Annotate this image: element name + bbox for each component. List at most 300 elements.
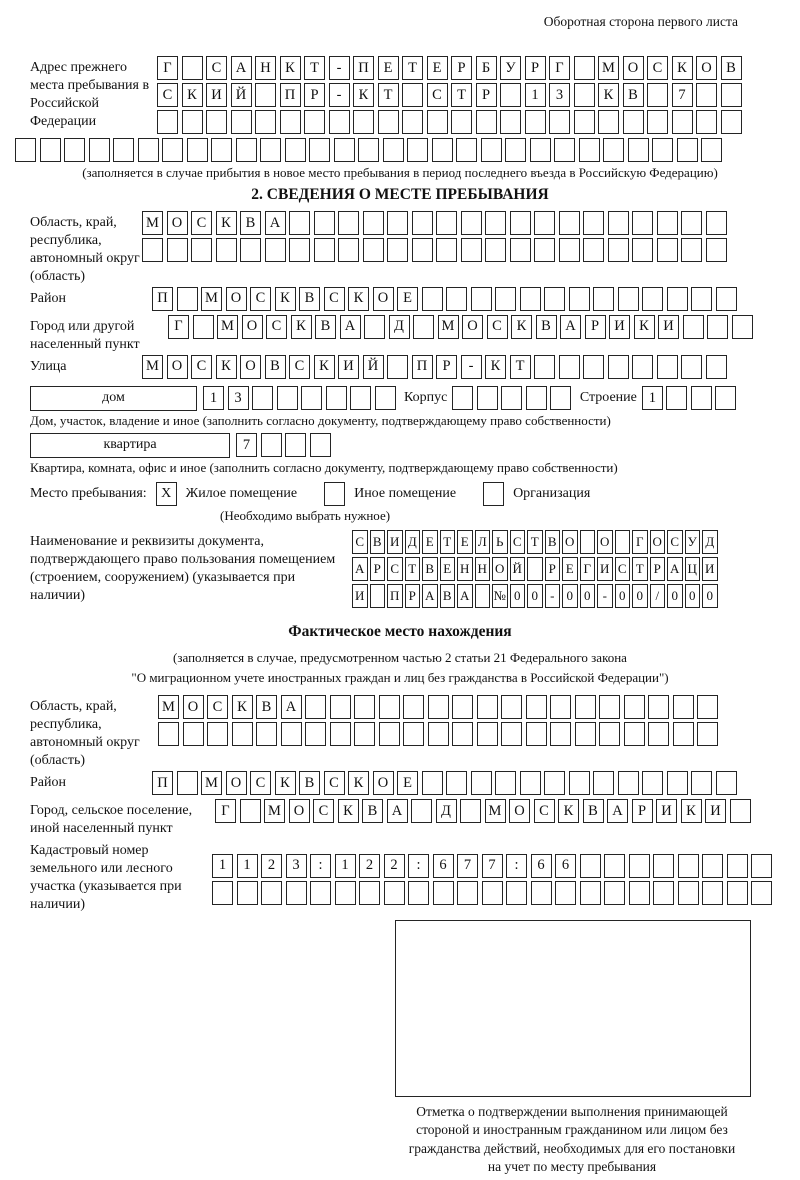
char-cell[interactable]: 7: [457, 854, 478, 878]
char-cell[interactable]: И: [387, 530, 403, 554]
char-cell[interactable]: [40, 138, 61, 162]
char-cell[interactable]: [697, 695, 718, 719]
char-cell[interactable]: О: [289, 799, 310, 823]
char-cell[interactable]: [691, 386, 712, 410]
char-cell[interactable]: [379, 695, 400, 719]
char-cell[interactable]: Д: [405, 530, 421, 554]
char-cell[interactable]: О: [226, 287, 247, 311]
char-cell[interactable]: [354, 722, 375, 746]
char-cell[interactable]: [666, 386, 687, 410]
char-cell[interactable]: 0: [580, 584, 596, 608]
char-cell[interactable]: [427, 110, 448, 134]
char-cell[interactable]: [354, 695, 375, 719]
char-cell[interactable]: Р: [370, 557, 386, 581]
char-cell[interactable]: [338, 211, 359, 235]
char-cell[interactable]: [335, 881, 356, 905]
char-cell[interactable]: И: [206, 83, 227, 107]
char-cell[interactable]: [525, 110, 546, 134]
char-cell[interactable]: Е: [427, 56, 448, 80]
char-cell[interactable]: 0: [510, 584, 526, 608]
char-cell[interactable]: [375, 386, 396, 410]
char-cell[interactable]: В: [315, 315, 336, 339]
char-cell[interactable]: В: [545, 530, 561, 554]
char-cell[interactable]: [334, 138, 355, 162]
char-cell[interactable]: [716, 771, 737, 795]
char-cell[interactable]: Й: [363, 355, 384, 379]
char-cell[interactable]: [648, 722, 669, 746]
char-cell[interactable]: В: [623, 83, 644, 107]
char-cell[interactable]: М: [201, 771, 222, 795]
char-cell[interactable]: [485, 238, 506, 262]
char-cell[interactable]: [207, 722, 228, 746]
char-cell[interactable]: В: [422, 557, 438, 581]
char-cell[interactable]: [89, 138, 110, 162]
char-cell[interactable]: [681, 238, 702, 262]
char-cell[interactable]: О: [167, 211, 188, 235]
char-cell[interactable]: [624, 722, 645, 746]
char-cell[interactable]: [182, 110, 203, 134]
char-cell[interactable]: Н: [457, 557, 473, 581]
char-cell[interactable]: [526, 722, 547, 746]
char-cell[interactable]: -: [597, 584, 613, 608]
char-cell[interactable]: [456, 138, 477, 162]
char-cell[interactable]: [580, 530, 596, 554]
char-cell[interactable]: Т: [405, 557, 421, 581]
char-cell[interactable]: [211, 138, 232, 162]
char-cell[interactable]: С: [206, 56, 227, 80]
char-cell[interactable]: [260, 138, 281, 162]
char-cell[interactable]: 6: [555, 854, 576, 878]
char-cell[interactable]: П: [152, 287, 173, 311]
char-cell[interactable]: [422, 771, 443, 795]
char-cell[interactable]: Е: [378, 56, 399, 80]
char-cell[interactable]: -: [461, 355, 482, 379]
char-cell[interactable]: [550, 695, 571, 719]
char-cell[interactable]: [485, 211, 506, 235]
char-cell[interactable]: [681, 211, 702, 235]
char-cell[interactable]: 7: [482, 854, 503, 878]
char-cell[interactable]: К: [598, 83, 619, 107]
char-cell[interactable]: [167, 238, 188, 262]
char-cell[interactable]: [544, 287, 565, 311]
char-cell[interactable]: [642, 771, 663, 795]
char-cell[interactable]: И: [705, 799, 726, 823]
char-cell[interactable]: [446, 287, 467, 311]
char-cell[interactable]: [452, 695, 473, 719]
char-cell[interactable]: [477, 386, 498, 410]
char-cell[interactable]: О: [242, 315, 263, 339]
char-cell[interactable]: [657, 211, 678, 235]
char-cell[interactable]: 6: [433, 854, 454, 878]
char-cell[interactable]: [657, 238, 678, 262]
char-cell[interactable]: В: [240, 211, 261, 235]
char-cell[interactable]: :: [408, 854, 429, 878]
char-cell[interactable]: [520, 771, 541, 795]
char-cell[interactable]: Г: [157, 56, 178, 80]
char-cell[interactable]: [457, 881, 478, 905]
char-cell[interactable]: [599, 722, 620, 746]
char-cell[interactable]: [628, 138, 649, 162]
char-cell[interactable]: А: [422, 584, 438, 608]
char-cell[interactable]: О: [509, 799, 530, 823]
char-cell[interactable]: А: [560, 315, 581, 339]
char-cell[interactable]: В: [440, 584, 456, 608]
char-cell[interactable]: [310, 881, 331, 905]
char-cell[interactable]: С: [427, 83, 448, 107]
char-cell[interactable]: [580, 854, 601, 878]
char-cell[interactable]: О: [562, 530, 578, 554]
char-cell[interactable]: Т: [304, 56, 325, 80]
char-cell[interactable]: [706, 238, 727, 262]
char-cell[interactable]: [505, 138, 526, 162]
char-cell[interactable]: [277, 386, 298, 410]
char-cell[interactable]: Р: [632, 799, 653, 823]
char-cell[interactable]: :: [310, 854, 331, 878]
char-cell[interactable]: Т: [440, 530, 456, 554]
char-cell[interactable]: [428, 722, 449, 746]
char-cell[interactable]: К: [485, 355, 506, 379]
char-cell[interactable]: [575, 695, 596, 719]
char-cell[interactable]: [555, 881, 576, 905]
char-cell[interactable]: Б: [476, 56, 497, 80]
char-cell[interactable]: Й: [510, 557, 526, 581]
char-cell[interactable]: [460, 799, 481, 823]
char-cell[interactable]: [559, 238, 580, 262]
char-cell[interactable]: [691, 287, 712, 311]
char-cell[interactable]: [652, 138, 673, 162]
char-cell[interactable]: [727, 881, 748, 905]
char-cell[interactable]: [623, 110, 644, 134]
char-cell[interactable]: [422, 287, 443, 311]
char-cell[interactable]: О: [597, 530, 613, 554]
char-cell[interactable]: О: [623, 56, 644, 80]
stay-option-checkbox-org[interactable]: [483, 482, 504, 506]
char-cell[interactable]: [574, 110, 595, 134]
char-cell[interactable]: И: [597, 557, 613, 581]
char-cell[interactable]: [183, 722, 204, 746]
char-cell[interactable]: И: [702, 557, 718, 581]
char-cell[interactable]: [402, 110, 423, 134]
char-cell[interactable]: -: [545, 584, 561, 608]
char-cell[interactable]: А: [281, 695, 302, 719]
char-cell[interactable]: Н: [255, 56, 276, 80]
char-cell[interactable]: [721, 110, 742, 134]
char-cell[interactable]: [559, 211, 580, 235]
char-cell[interactable]: М: [142, 211, 163, 235]
char-cell[interactable]: Р: [525, 56, 546, 80]
char-cell[interactable]: [642, 287, 663, 311]
char-cell[interactable]: В: [583, 799, 604, 823]
char-cell[interactable]: [412, 211, 433, 235]
char-cell[interactable]: А: [607, 799, 628, 823]
char-cell[interactable]: А: [231, 56, 252, 80]
char-cell[interactable]: Д: [436, 799, 457, 823]
char-cell[interactable]: [550, 386, 571, 410]
char-cell[interactable]: [413, 315, 434, 339]
char-cell[interactable]: /: [650, 584, 666, 608]
char-cell[interactable]: [580, 881, 601, 905]
char-cell[interactable]: [432, 138, 453, 162]
char-cell[interactable]: 2: [359, 854, 380, 878]
char-cell[interactable]: [574, 56, 595, 80]
char-cell[interactable]: Ь: [492, 530, 508, 554]
char-cell[interactable]: И: [656, 799, 677, 823]
char-cell[interactable]: [138, 138, 159, 162]
char-cell[interactable]: [629, 881, 650, 905]
char-cell[interactable]: [403, 722, 424, 746]
char-cell[interactable]: [608, 355, 629, 379]
char-cell[interactable]: [402, 83, 423, 107]
char-cell[interactable]: С: [615, 557, 631, 581]
char-cell[interactable]: [673, 695, 694, 719]
char-cell[interactable]: О: [462, 315, 483, 339]
char-cell[interactable]: [618, 287, 639, 311]
char-cell[interactable]: Г: [580, 557, 596, 581]
char-cell[interactable]: П: [412, 355, 433, 379]
char-cell[interactable]: [477, 695, 498, 719]
char-cell[interactable]: [593, 771, 614, 795]
char-cell[interactable]: 6: [531, 854, 552, 878]
char-cell[interactable]: М: [201, 287, 222, 311]
char-cell[interactable]: Е: [457, 530, 473, 554]
char-cell[interactable]: [691, 771, 712, 795]
char-cell[interactable]: Т: [632, 557, 648, 581]
char-cell[interactable]: 2: [261, 854, 282, 878]
char-cell[interactable]: [15, 138, 36, 162]
char-cell[interactable]: [559, 355, 580, 379]
char-cell[interactable]: [177, 771, 198, 795]
char-cell[interactable]: [510, 238, 531, 262]
char-cell[interactable]: [632, 355, 653, 379]
char-cell[interactable]: [350, 386, 371, 410]
char-cell[interactable]: [436, 238, 457, 262]
char-cell[interactable]: П: [152, 771, 173, 795]
char-cell[interactable]: Р: [585, 315, 606, 339]
char-cell[interactable]: [677, 138, 698, 162]
char-cell[interactable]: Т: [527, 530, 543, 554]
char-cell[interactable]: [387, 355, 408, 379]
char-cell[interactable]: [575, 722, 596, 746]
char-cell[interactable]: К: [216, 355, 237, 379]
char-cell[interactable]: [599, 695, 620, 719]
char-cell[interactable]: [252, 386, 273, 410]
char-cell[interactable]: К: [275, 287, 296, 311]
char-cell[interactable]: С: [324, 771, 345, 795]
char-cell[interactable]: [534, 355, 555, 379]
char-cell[interactable]: Р: [436, 355, 457, 379]
char-cell[interactable]: [673, 722, 694, 746]
char-cell[interactable]: [604, 854, 625, 878]
char-cell[interactable]: О: [650, 530, 666, 554]
char-cell[interactable]: [554, 138, 575, 162]
char-cell[interactable]: О: [492, 557, 508, 581]
char-cell[interactable]: Т: [402, 56, 423, 80]
char-cell[interactable]: -: [329, 83, 350, 107]
char-cell[interactable]: [603, 138, 624, 162]
char-cell[interactable]: [510, 211, 531, 235]
char-cell[interactable]: А: [265, 211, 286, 235]
char-cell[interactable]: О: [373, 771, 394, 795]
char-cell[interactable]: [236, 138, 257, 162]
char-cell[interactable]: [436, 211, 457, 235]
char-cell[interactable]: [451, 110, 472, 134]
char-cell[interactable]: [476, 110, 497, 134]
char-cell[interactable]: [471, 287, 492, 311]
char-cell[interactable]: [618, 771, 639, 795]
char-cell[interactable]: В: [370, 530, 386, 554]
char-cell[interactable]: [702, 854, 723, 878]
char-cell[interactable]: К: [348, 771, 369, 795]
char-cell[interactable]: [310, 433, 331, 457]
char-cell[interactable]: О: [373, 287, 394, 311]
char-cell[interactable]: [501, 722, 522, 746]
char-cell[interactable]: Р: [405, 584, 421, 608]
char-cell[interactable]: 7: [672, 83, 693, 107]
char-cell[interactable]: С: [510, 530, 526, 554]
char-cell[interactable]: 3: [549, 83, 570, 107]
char-cell[interactable]: М: [217, 315, 238, 339]
char-cell[interactable]: Р: [451, 56, 472, 80]
char-cell[interactable]: [305, 722, 326, 746]
char-cell[interactable]: [707, 315, 728, 339]
char-cell[interactable]: К: [291, 315, 312, 339]
char-cell[interactable]: Е: [422, 530, 438, 554]
char-cell[interactable]: С: [289, 355, 310, 379]
char-cell[interactable]: [569, 287, 590, 311]
char-cell[interactable]: [301, 386, 322, 410]
char-cell[interactable]: К: [338, 799, 359, 823]
stay-option-checkbox-zhiloe[interactable]: X: [156, 482, 177, 506]
char-cell[interactable]: С: [667, 530, 683, 554]
char-cell[interactable]: [281, 722, 302, 746]
char-cell[interactable]: О: [167, 355, 188, 379]
char-cell[interactable]: С: [487, 315, 508, 339]
char-cell[interactable]: [353, 110, 374, 134]
char-cell[interactable]: К: [353, 83, 374, 107]
char-cell[interactable]: 3: [286, 854, 307, 878]
char-cell[interactable]: [182, 56, 203, 80]
char-cell[interactable]: [280, 110, 301, 134]
char-cell[interactable]: [624, 695, 645, 719]
char-cell[interactable]: К: [216, 211, 237, 235]
char-cell[interactable]: [407, 138, 428, 162]
char-cell[interactable]: [716, 287, 737, 311]
char-cell[interactable]: С: [250, 287, 271, 311]
char-cell[interactable]: Д: [389, 315, 410, 339]
char-cell[interactable]: [364, 315, 385, 339]
char-cell[interactable]: [285, 138, 306, 162]
char-cell[interactable]: К: [182, 83, 203, 107]
char-cell[interactable]: [495, 771, 516, 795]
char-cell[interactable]: [387, 211, 408, 235]
char-cell[interactable]: [632, 211, 653, 235]
char-cell[interactable]: [384, 881, 405, 905]
char-cell[interactable]: Г: [549, 56, 570, 80]
char-cell[interactable]: [583, 238, 604, 262]
char-cell[interactable]: [615, 530, 631, 554]
char-cell[interactable]: К: [280, 56, 301, 80]
char-cell[interactable]: П: [353, 56, 374, 80]
char-cell[interactable]: В: [721, 56, 742, 80]
stay-option-checkbox-inoe[interactable]: [324, 482, 345, 506]
char-cell[interactable]: А: [352, 557, 368, 581]
char-cell[interactable]: 0: [615, 584, 631, 608]
char-cell[interactable]: [653, 881, 674, 905]
char-cell[interactable]: Т: [451, 83, 472, 107]
char-cell[interactable]: О: [226, 771, 247, 795]
char-cell[interactable]: [632, 238, 653, 262]
char-cell[interactable]: [481, 138, 502, 162]
char-cell[interactable]: [158, 722, 179, 746]
char-cell[interactable]: [232, 722, 253, 746]
char-cell[interactable]: 0: [562, 584, 578, 608]
char-cell[interactable]: [482, 881, 503, 905]
char-cell[interactable]: Д: [702, 530, 718, 554]
char-cell[interactable]: [544, 771, 565, 795]
char-cell[interactable]: В: [299, 771, 320, 795]
char-cell[interactable]: :: [506, 854, 527, 878]
char-cell[interactable]: [461, 238, 482, 262]
char-cell[interactable]: [216, 238, 237, 262]
char-cell[interactable]: [363, 211, 384, 235]
char-cell[interactable]: А: [457, 584, 473, 608]
char-cell[interactable]: 2: [384, 854, 405, 878]
char-cell[interactable]: [550, 722, 571, 746]
char-cell[interactable]: [383, 138, 404, 162]
char-cell[interactable]: [314, 211, 335, 235]
char-cell[interactable]: [583, 211, 604, 235]
char-cell[interactable]: М: [485, 799, 506, 823]
char-cell[interactable]: С: [266, 315, 287, 339]
char-cell[interactable]: [411, 799, 432, 823]
char-cell[interactable]: [657, 355, 678, 379]
char-cell[interactable]: [305, 695, 326, 719]
char-cell[interactable]: -: [329, 56, 350, 80]
char-cell[interactable]: С: [157, 83, 178, 107]
char-cell[interactable]: [142, 238, 163, 262]
char-cell[interactable]: [471, 771, 492, 795]
char-cell[interactable]: Р: [545, 557, 561, 581]
char-cell[interactable]: [206, 110, 227, 134]
char-cell[interactable]: У: [685, 530, 701, 554]
char-cell[interactable]: М: [438, 315, 459, 339]
char-cell[interactable]: [363, 238, 384, 262]
char-cell[interactable]: [706, 355, 727, 379]
char-cell[interactable]: 0: [685, 584, 701, 608]
char-cell[interactable]: [309, 138, 330, 162]
char-cell[interactable]: Г: [632, 530, 648, 554]
char-cell[interactable]: [379, 722, 400, 746]
char-cell[interactable]: Е: [440, 557, 456, 581]
char-cell[interactable]: [255, 110, 276, 134]
char-cell[interactable]: [446, 771, 467, 795]
char-cell[interactable]: С: [352, 530, 368, 554]
char-cell[interactable]: [593, 287, 614, 311]
char-cell[interactable]: [583, 355, 604, 379]
char-cell[interactable]: [683, 315, 704, 339]
char-cell[interactable]: [574, 83, 595, 107]
char-cell[interactable]: [177, 287, 198, 311]
char-cell[interactable]: М: [264, 799, 285, 823]
char-cell[interactable]: [256, 722, 277, 746]
char-cell[interactable]: [314, 238, 335, 262]
char-cell[interactable]: [370, 584, 386, 608]
char-cell[interactable]: [240, 799, 261, 823]
char-cell[interactable]: [667, 287, 688, 311]
char-cell[interactable]: [647, 83, 668, 107]
char-cell[interactable]: [285, 433, 306, 457]
char-cell[interactable]: [500, 83, 521, 107]
